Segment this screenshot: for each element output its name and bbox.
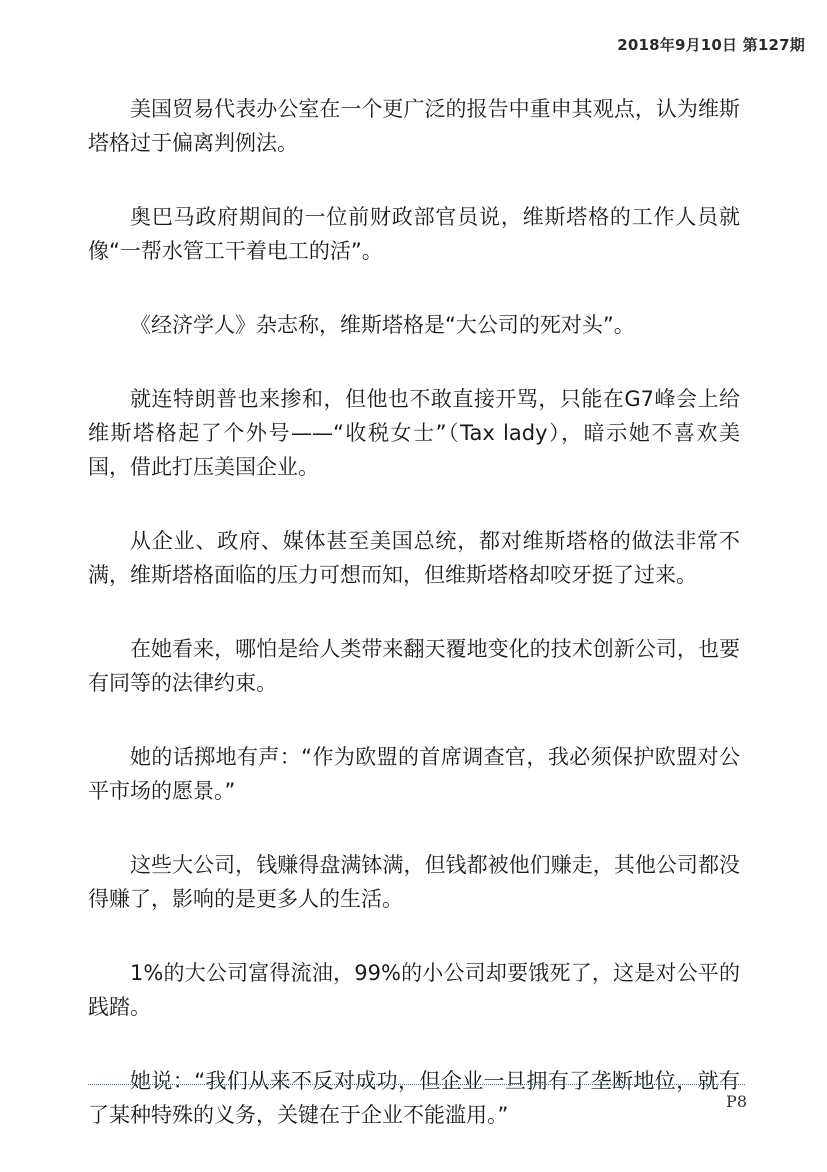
paragraph: 她说：“我们从来不反对成功，但企业一旦拥有了垄断地位，就有了某种特殊的义务，关键在于企业不能滥用。” (88, 1069, 740, 1127)
paragraph: 从企业、政府、媒体甚至美国总统，都对维斯塔格的做法非常不满，维斯塔格面临的压力可想而知，但维斯塔格却咬牙挺了过来。 (88, 529, 740, 587)
page-number: P8 (726, 1092, 747, 1111)
paragraph: 奥巴马政府期间的一位前财政部官员说，维斯塔格的工作人员就像“一帮水管工干着电工的活”。 (88, 205, 740, 263)
footer-divider (88, 1084, 745, 1085)
paragraph: 就连特朗普也来掺和，但他也不敢直接开骂，只能在G7峰会上给维斯塔格起了个外号——“收税女士”（Tax lady），暗示她不喜欢美国，借此打压美国企业。 (88, 387, 740, 479)
issue-date-header: 2018年9月10日 第127期 (617, 36, 805, 54)
paragraph: 在她看来，哪怕是给人类带来翻天覆地变化的技术创新公司，也要有同等的法律约束。 (88, 637, 740, 695)
paragraph: 1%的大公司富得流油，99%的小公司却要饿死了，这是对公平的践踏。 (88, 961, 740, 1019)
paragraph: 美国贸易代表办公室在一个更广泛的报告中重申其观点，认为维斯塔格过于偏离判例法。 (88, 97, 740, 155)
article-body (88, 92, 740, 1172)
paragraph: 她的话掷地有声：“作为欧盟的首席调查官，我必须保护欧盟对公平市场的愿景。” (88, 745, 740, 803)
paragraph: 《经济学人》杂志称，维斯塔格是“大公司的死对头”。 (130, 313, 635, 337)
paragraph: 这些大公司，钱赚得盘满钵满，但钱都被他们赚走，其他公司都没得赚了，影响的是更多人的生活。 (88, 853, 740, 911)
